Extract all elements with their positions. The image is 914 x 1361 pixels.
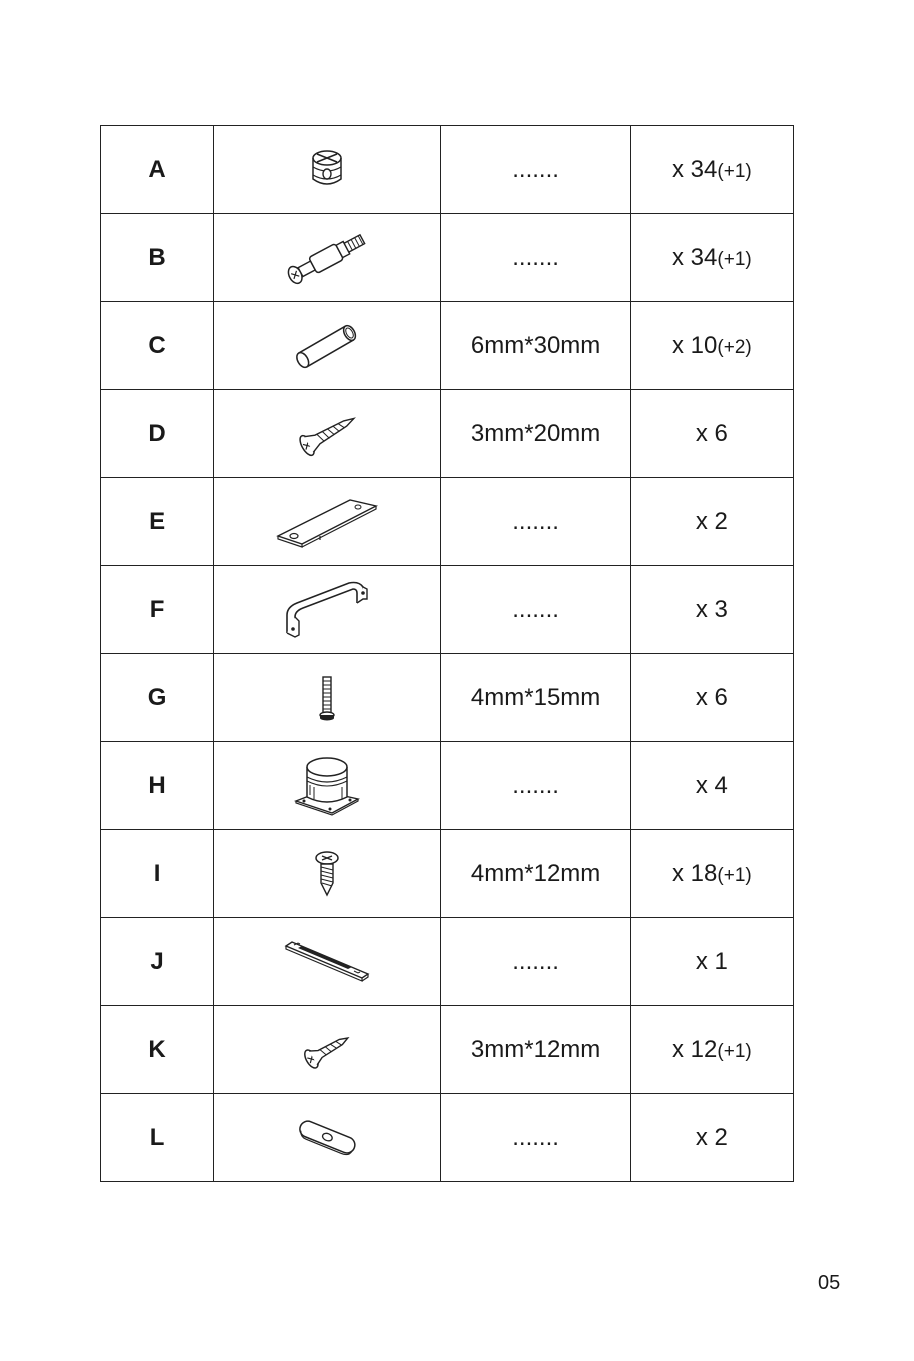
spare-count: (+1) — [717, 864, 752, 886]
part-letter: E — [101, 478, 214, 566]
part-letter: D — [101, 390, 214, 478]
part-quantity — [630, 478, 793, 566]
quantity-value: x 3 — [695, 595, 728, 623]
oval-shelf-support-icon — [292, 1118, 362, 1158]
part-size: 3mm*12mm — [441, 1006, 630, 1094]
part-quantity — [630, 390, 793, 478]
cam-lock-nut-icon — [302, 145, 352, 195]
quantity-value: x 34 — [672, 155, 718, 183]
part-quantity — [630, 1006, 793, 1094]
part-size: ....... — [441, 478, 630, 566]
table-row — [101, 302, 794, 390]
wooden-dowel-icon — [287, 318, 367, 374]
part-size: ....... — [441, 126, 630, 214]
part-letter: K — [101, 1006, 214, 1094]
quantity-value: x 6 — [695, 683, 728, 711]
table-row — [101, 1006, 794, 1094]
part-letter: J — [101, 918, 214, 1006]
page-number: 05 — [818, 1272, 841, 1294]
part-letter: B — [101, 214, 214, 302]
part-size: 3mm*20mm — [441, 390, 630, 478]
adjustable-foot-icon — [292, 753, 362, 819]
quantity-value: x 12 — [672, 1035, 718, 1063]
part-size: 6mm*30mm — [441, 302, 630, 390]
part-size: ....... — [441, 742, 630, 830]
table-row — [101, 214, 794, 302]
spare-count: (+1) — [717, 1040, 752, 1062]
part-letter: H — [101, 742, 214, 830]
spare-count: (+1) — [717, 160, 752, 182]
quantity-value: x 2 — [695, 1123, 728, 1151]
spare-count: (+2) — [717, 336, 752, 358]
part-quantity — [630, 654, 793, 742]
part-letter: C — [101, 302, 214, 390]
part-quantity — [630, 742, 793, 830]
table-row — [101, 742, 794, 830]
quantity-value: x 6 — [695, 419, 728, 447]
part-letter: I — [101, 830, 214, 918]
part-quantity — [630, 214, 793, 302]
part-size: 4mm*15mm — [441, 654, 630, 742]
part-quantity — [630, 126, 793, 214]
part-letter: G — [101, 654, 214, 742]
table-row — [101, 918, 794, 1006]
quantity-value: x 1 — [695, 947, 728, 975]
pan-head-screw-icon — [312, 849, 342, 899]
part-size: ....... — [441, 214, 630, 302]
part-letter: L — [101, 1094, 214, 1182]
table-row — [101, 566, 794, 654]
part-size: 4mm*12mm — [441, 830, 630, 918]
part-size: ....... — [441, 1094, 630, 1182]
part-letter: F — [101, 566, 214, 654]
part-size: ....... — [441, 566, 630, 654]
table-row — [101, 478, 794, 566]
spare-count: (+1) — [717, 248, 752, 270]
part-letter: A — [101, 126, 214, 214]
table-row — [101, 126, 794, 214]
parts-list-table — [100, 125, 794, 1182]
countersunk-screw-icon — [292, 409, 362, 459]
quantity-value: x 2 — [695, 507, 728, 535]
table-row — [101, 390, 794, 478]
table-row — [101, 654, 794, 742]
machine-bolt-icon — [315, 673, 339, 723]
quantity-value: x 18 — [672, 859, 718, 887]
quantity-value: x 10 — [672, 331, 718, 359]
cam-bolt-icon — [277, 227, 377, 289]
table-row — [101, 1094, 794, 1182]
part-quantity — [630, 918, 793, 1006]
part-quantity — [630, 1094, 793, 1182]
part-quantity — [630, 830, 793, 918]
handle-icon — [277, 577, 377, 643]
countersunk-screw-icon — [299, 1027, 355, 1073]
hinge-plate-icon — [282, 936, 372, 988]
table-row — [101, 830, 794, 918]
part-quantity — [630, 566, 793, 654]
part-quantity — [630, 302, 793, 390]
quantity-value: x 34 — [672, 243, 718, 271]
part-size: ....... — [441, 918, 630, 1006]
flat-bracket-plate-icon — [272, 492, 382, 552]
quantity-value: x 4 — [695, 771, 728, 799]
